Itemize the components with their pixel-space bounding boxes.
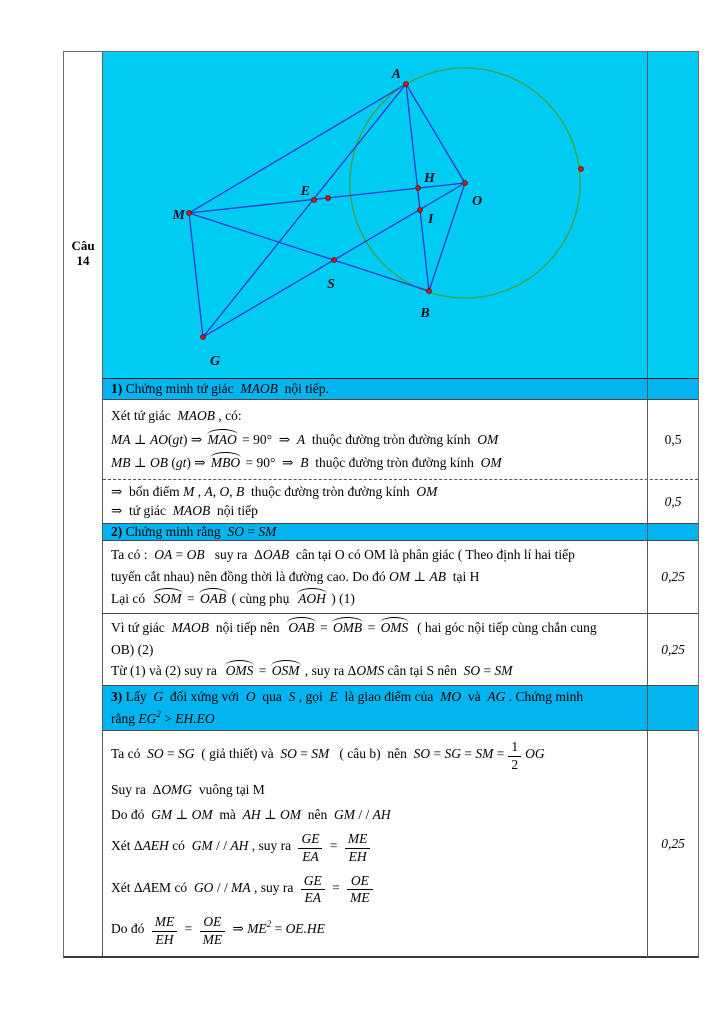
text-segment: = — [296, 745, 312, 761]
text-segment: OB) (2) — [111, 641, 154, 657]
point-I — [418, 208, 423, 213]
text-segment: = — [243, 524, 259, 539]
fraction-denominator: 2 — [511, 756, 519, 772]
fraction-numerator: ME — [152, 915, 178, 932]
text-segment: nội tiếp nên — [209, 619, 287, 635]
point-label-G: G — [209, 354, 221, 369]
answer-rows — [103, 378, 698, 957]
math-segment: OM — [477, 431, 499, 447]
math-segment: OB — [149, 455, 168, 471]
math-segment: S — [288, 689, 296, 705]
math-segment: OM — [416, 483, 438, 499]
text-line — [111, 524, 643, 540]
math-segment: SM — [311, 745, 330, 761]
text-segment: ⇒ bốn điểm — [111, 483, 184, 499]
text-line — [111, 569, 643, 585]
point-label-A: A — [391, 67, 401, 82]
text-segment: Xét Δ — [111, 837, 143, 853]
text-segment: Do đó — [111, 921, 148, 937]
fraction-denominator: EA — [304, 890, 321, 906]
text-segment: nội tiếp — [210, 503, 258, 519]
statement-cell — [103, 731, 647, 957]
score-cell — [647, 379, 698, 399]
text-line — [111, 484, 643, 500]
math-segment: GM — [151, 806, 173, 822]
angle-hat-segment: SOM — [153, 591, 182, 606]
math-segment: EH.EO — [175, 710, 215, 726]
point-A — [404, 82, 409, 87]
proof-row — [103, 730, 698, 957]
answer-column — [103, 52, 698, 956]
text-segment: tại H — [445, 569, 480, 584]
fraction-denominator: ME — [202, 932, 223, 948]
point-label-I: I — [428, 212, 434, 227]
text-segment: / / — [212, 837, 231, 853]
math-segment: MAOB — [240, 381, 278, 396]
math-segment: O — [245, 689, 256, 705]
text-segment: rằng — [111, 710, 139, 726]
fraction-numerator: GE — [298, 832, 322, 849]
text-segment: Chứng minh rằng — [122, 524, 228, 539]
math-segment: MB — [111, 455, 131, 471]
score-cell — [647, 541, 698, 613]
text-segment: = — [326, 837, 341, 853]
fraction-segment — [347, 874, 373, 907]
math-segment: AEH — [142, 837, 169, 853]
text-segment: Ta có — [111, 745, 148, 761]
statement-cell — [103, 480, 647, 523]
text-segment: thuộc đường tròn đường kính — [305, 431, 478, 447]
text-segment: ⊥ — [410, 569, 430, 584]
text-segment: Suy ra Δ — [111, 781, 162, 797]
text-line — [111, 740, 643, 773]
figure-svg — [103, 52, 647, 378]
text-segment: Lấy — [122, 689, 154, 705]
point-label-E: E — [300, 184, 310, 199]
math-segment: A — [142, 879, 151, 895]
segment-MG — [189, 213, 203, 337]
text-segment: ⊥ — [172, 806, 192, 822]
text-line — [111, 689, 643, 705]
math-segment: G — [153, 689, 164, 705]
math-segment: SO — [463, 663, 481, 679]
math-segment: AO — [149, 431, 168, 447]
point-S — [332, 258, 337, 263]
math-segment: AG — [487, 689, 506, 705]
math-segment: OE.HE — [285, 921, 325, 937]
math-segment: MAOB — [177, 407, 216, 423]
text-segment: = — [255, 663, 270, 679]
math-segment: MO — [440, 689, 462, 705]
text-segment: = — [480, 663, 495, 679]
text-segment: = — [461, 745, 476, 761]
math-segment: GM — [334, 806, 356, 822]
point-M — [187, 211, 192, 216]
text-segment: = — [163, 745, 179, 761]
point-label-B: B — [420, 306, 430, 321]
section-header-row — [103, 523, 698, 540]
text-line — [111, 432, 643, 448]
text-segment: Xét Δ — [111, 879, 143, 895]
text-segment: và — [461, 689, 488, 705]
text-segment: , gọi — [295, 689, 330, 705]
angle-hat-segment: MBO — [210, 455, 241, 471]
proof-row — [103, 540, 698, 613]
angle-hat-segment: MAO — [207, 431, 237, 447]
math-segment: M — [183, 483, 195, 499]
section-header-row — [103, 685, 698, 730]
section-header-row — [103, 378, 698, 399]
text-segment: , — [194, 483, 205, 499]
text-segment: ) ⇒ — [182, 431, 206, 447]
text-segment: nội tiếp. — [277, 381, 329, 396]
math-segment: SM — [475, 745, 494, 761]
text-segment: / / — [213, 879, 232, 895]
text-segment: ⊥ — [130, 431, 150, 447]
score-cell — [647, 731, 698, 957]
angle-hat-segment: OMS — [380, 619, 409, 635]
text-segment: vuông tại M — [192, 781, 265, 797]
statement-cell — [103, 541, 647, 613]
math-segment: AH — [230, 837, 249, 853]
text-line — [111, 807, 643, 823]
text-segment: = — [493, 745, 505, 761]
text-segment: ( giả thiết) và — [194, 745, 281, 761]
score-cell — [647, 400, 698, 479]
math-segment: gt — [175, 455, 187, 471]
score-value: 0,25 — [661, 641, 685, 657]
math-segment: OM — [389, 569, 411, 584]
math-segment: OM — [191, 806, 213, 822]
text-segment: ) (1) — [327, 591, 355, 606]
figure-score-cell — [647, 52, 698, 378]
proof-row — [103, 613, 698, 685]
text-segment: ( — [167, 455, 176, 471]
fraction-segment — [152, 915, 178, 948]
text-line — [111, 709, 643, 727]
statement-cell — [103, 400, 647, 479]
score-value: 0,5 — [664, 431, 682, 447]
text-segment: Vì tứ giác — [111, 619, 172, 635]
text-segment: = — [328, 879, 344, 895]
math-segment: ME — [247, 921, 267, 937]
text-segment: = — [181, 921, 196, 937]
superscript-segment: 2 — [266, 919, 272, 930]
text-segment: Từ (1) và (2) suy ra — [111, 663, 224, 679]
text-segment: , có: — [215, 407, 242, 423]
text-segment: = 90° ⇒ — [242, 455, 301, 471]
text-segment: mà — [212, 806, 243, 822]
text-segment: có — [168, 837, 192, 853]
fraction-numerator: 1 — [508, 740, 521, 757]
point-label-O: O — [472, 194, 483, 209]
math-segment: B — [300, 455, 309, 471]
statement-cell — [103, 524, 647, 540]
segment-MA — [189, 84, 406, 213]
question-label-line1: Câu — [71, 238, 95, 253]
fraction-numerator: OE — [347, 874, 373, 891]
text-segment: , suy ra — [248, 837, 295, 853]
text-line — [111, 832, 643, 865]
text-segment: = — [364, 619, 379, 635]
text-segment: là giao điểm của — [337, 689, 441, 705]
text-line — [111, 381, 643, 397]
math-segment: MAOB — [171, 619, 210, 635]
point-O — [463, 181, 468, 186]
text-segment: Chứng minh tứ giác — [122, 381, 241, 396]
fraction-numerator: OE — [200, 915, 226, 932]
math-segment: GO — [193, 879, 214, 895]
text-segment: qua — [255, 689, 289, 705]
text-segment: nên — [301, 806, 335, 822]
math-segment: SM — [258, 524, 277, 539]
fraction-segment — [298, 832, 322, 865]
fraction-numerator: ME — [345, 832, 371, 849]
point-G — [201, 335, 206, 340]
score-cell — [647, 686, 698, 730]
text-segment: > — [160, 710, 176, 726]
math-segment: AH — [372, 806, 391, 822]
fraction-denominator: EH — [348, 848, 367, 864]
math-segment: OMS — [356, 663, 385, 679]
text-line — [111, 663, 643, 679]
text-segment: suy ra Δ — [204, 547, 263, 562]
text-segment: = — [183, 591, 198, 606]
proof-row — [103, 399, 698, 479]
score-value: 0,25 — [661, 836, 685, 851]
text-segment: ⇒ tứ giác — [111, 503, 173, 519]
text-segment: tuyến cắt nhau) nên đồng thời là đường cao. Do đó — [111, 569, 390, 584]
point-unlabeled-1 — [326, 196, 331, 201]
fraction-segment — [345, 832, 371, 865]
math-segment: OMG — [161, 781, 193, 797]
text-line — [111, 642, 643, 658]
text-segment: ( câu b) nên — [329, 745, 414, 761]
text-segment: = — [430, 745, 445, 761]
math-segment: A — [204, 483, 213, 499]
text-segment: ) ⇒ — [186, 455, 209, 471]
text-segment: đối xứng với — [163, 689, 246, 705]
text-segment: cân tại S nên — [384, 663, 464, 679]
text-segment: , suy ra Δ — [301, 663, 357, 679]
math-segment: SO — [227, 524, 244, 539]
point-label-S: S — [327, 277, 335, 292]
score-cell — [647, 480, 698, 523]
answer-table — [63, 51, 699, 958]
score-cell — [647, 524, 698, 540]
text-segment: . Chứng minh — [505, 689, 584, 705]
text-segment: / / — [355, 806, 373, 822]
fraction-denominator: EA — [302, 848, 319, 864]
text-segment: Xét tứ giác — [111, 407, 178, 423]
proof-row — [103, 479, 698, 523]
text-line — [111, 915, 643, 948]
text-segment: thuộc đường tròn đường kính — [244, 483, 417, 499]
angle-hat-segment: OMB — [332, 619, 363, 635]
text-segment: ( hai góc nội tiếp cùng chắn cung — [410, 619, 597, 635]
segment-BO — [429, 183, 465, 291]
text-segment: Do đó — [111, 806, 152, 822]
text-segment: thuộc đường tròn đường kính — [308, 455, 481, 471]
text-segment: EM có — [150, 879, 194, 895]
math-segment: OAB — [262, 547, 290, 562]
angle-hat-segment: OAB — [288, 619, 315, 635]
text-line — [111, 408, 643, 424]
math-segment: MA — [111, 431, 131, 447]
math-segment: OB — [186, 547, 205, 562]
math-segment: SG — [444, 745, 461, 761]
statement-cell — [103, 686, 647, 730]
text-segment: ( cùng phụ — [228, 591, 297, 606]
point-label-M: M — [172, 208, 185, 223]
math-segment: SM — [494, 663, 513, 679]
geometry-figure — [103, 52, 647, 378]
math-segment: gt — [172, 431, 183, 447]
statement-cell — [103, 379, 647, 399]
math-segment: E — [329, 689, 338, 705]
text-line — [111, 874, 643, 907]
text-segment: ( — [167, 431, 173, 447]
superscript-segment: 2 — [156, 708, 161, 719]
question-label-line2: 14 — [76, 253, 90, 268]
text-segment: ⊥ — [260, 806, 281, 822]
score-cell — [647, 614, 698, 685]
point-H — [416, 186, 421, 191]
math-segment: SG — [178, 745, 195, 761]
math-segment: MAOB — [172, 503, 211, 519]
math-segment: OG — [525, 745, 545, 761]
math-segment: OM — [280, 806, 302, 822]
text-segment: ⊥ — [130, 455, 150, 471]
bold-segment: 2) — [111, 524, 123, 539]
angle-hat-segment: OMS — [225, 663, 254, 679]
point-unlabeled-2 — [579, 167, 584, 172]
math-segment: O — [219, 483, 230, 499]
angle-hat-segment: AOH — [298, 591, 326, 606]
math-segment: SO — [280, 745, 297, 761]
math-segment: MA — [231, 879, 251, 895]
score-value: 0,5 — [664, 493, 682, 509]
angle-hat-segment: OSM — [271, 663, 300, 679]
bold-segment: 3) — [111, 689, 123, 705]
text-segment: , suy ra — [250, 879, 297, 895]
text-line — [111, 782, 643, 798]
point-label-H: H — [424, 171, 435, 186]
text-line — [111, 591, 643, 607]
text-segment: = 90° ⇒ — [238, 431, 297, 447]
text-line — [111, 547, 643, 563]
math-segment: EG — [138, 710, 157, 726]
figure-row — [103, 52, 698, 378]
text-segment: ⇒ — [229, 921, 248, 937]
math-segment: AB — [429, 569, 446, 584]
point-E — [312, 198, 317, 203]
math-segment: A — [296, 431, 306, 447]
text-segment: Lại có — [111, 591, 152, 606]
text-segment: cân tại O có OM là phân giác ( Theo định lí hai tiếp — [289, 547, 575, 562]
text-segment: = — [316, 619, 331, 635]
statement-cell — [103, 614, 647, 685]
math-segment: OA — [154, 547, 173, 562]
bold-segment: 1) — [111, 381, 123, 396]
text-line — [111, 620, 643, 636]
text-line — [111, 503, 643, 519]
text-segment: = — [172, 547, 187, 562]
fraction-segment — [301, 874, 325, 907]
text-segment: , — [229, 483, 236, 499]
fraction-denominator: EH — [155, 932, 174, 948]
text-segment: = — [271, 921, 286, 937]
angle-hat-segment: OAB — [199, 591, 227, 606]
math-segment: B — [235, 483, 245, 499]
point-B — [427, 289, 432, 294]
fraction-segment — [508, 740, 521, 773]
text-line — [111, 455, 643, 471]
math-segment: SO — [147, 745, 164, 761]
fraction-numerator: GE — [301, 874, 325, 891]
math-segment: AH — [242, 806, 261, 822]
score-value: 0,25 — [661, 569, 685, 584]
math-segment: GM — [191, 837, 213, 853]
math-segment: SO — [413, 745, 431, 761]
text-segment: , — [212, 483, 220, 499]
math-segment: OM — [480, 455, 502, 471]
text-segment: Ta có : — [111, 547, 155, 562]
fraction-segment — [200, 915, 226, 948]
segment-AG — [203, 84, 406, 337]
question-number-cell — [64, 52, 103, 956]
fraction-denominator: ME — [350, 890, 370, 906]
